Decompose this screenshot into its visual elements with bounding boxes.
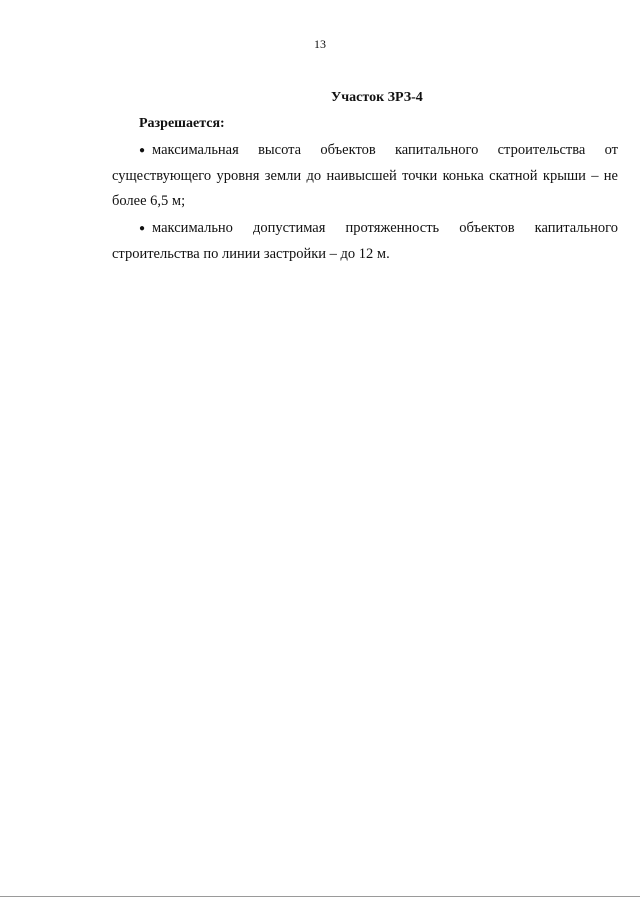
page-number: 13 xyxy=(314,37,326,51)
bottom-divider xyxy=(0,896,640,897)
list-item-text: максимально допустимая протяженность объектов капитального строительства по линии застройки – до 12 м. xyxy=(112,220,618,262)
list-item-text: максимальная высота объектов капитального строительства от существующего уровня земли до наивысшей точки конька скатной крыши – не более 6,5 м; xyxy=(112,142,618,209)
bullet-icon: ● xyxy=(139,145,146,156)
bullet-icon: ● xyxy=(139,223,146,234)
list-item xyxy=(112,138,618,215)
intro-label: Разрешается: xyxy=(139,116,225,131)
section-title: Участок ЗРЗ-4 xyxy=(331,90,423,105)
list-item xyxy=(112,216,618,267)
